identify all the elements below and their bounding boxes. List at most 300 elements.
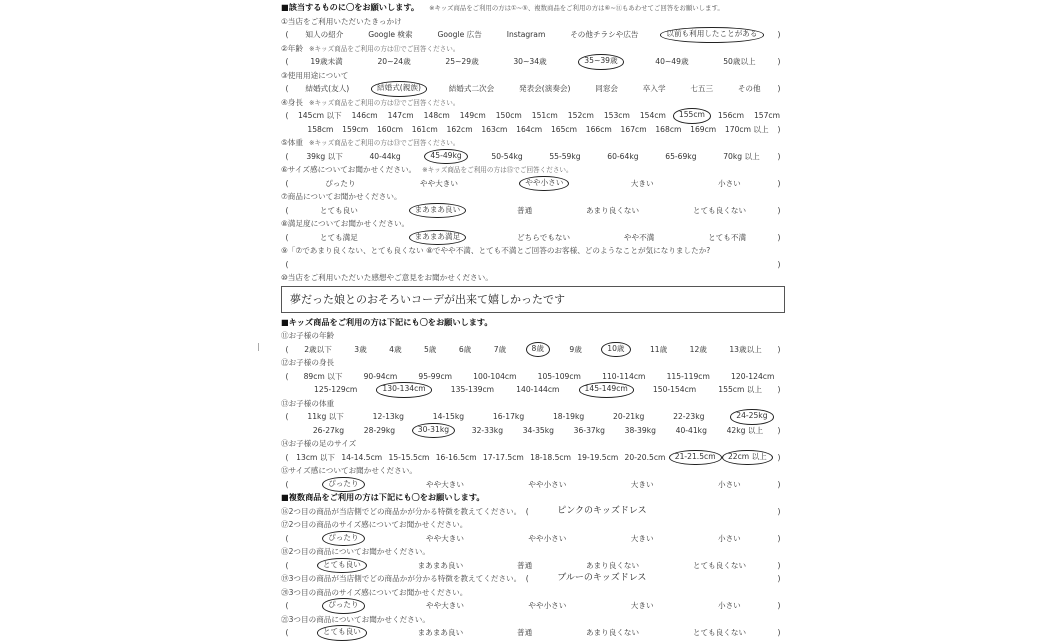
option[interactable]: 40-44kg — [369, 151, 401, 161]
option[interactable]: 149cm — [459, 111, 486, 120]
option-selected[interactable]: 21-21.5cm — [669, 450, 722, 466]
option[interactable]: 結婚式二次会 — [448, 84, 495, 93]
section-header: ■該当するものに〇をお願いします。 ※キッズ商品をご利用の方は①~⑤、複数商品をご利用の方は⑥~⑪もあわせてご回答をお願いします。 — [281, 2, 724, 12]
option-group — [293, 478, 773, 492]
question-text: ⑨「⑦であまり良くない、とても良くない ⑧でやや不満、とても不満とご回答のお客様、どのようなことが気になりましたか? — [281, 246, 711, 255]
option[interactable]: 普通 — [516, 205, 533, 215]
option-selected[interactable]: まあまあ良い — [409, 203, 467, 219]
option[interactable]: とても不満 — [708, 232, 747, 242]
option-group — [293, 109, 785, 123]
option-row — [281, 109, 785, 123]
close-paren: ) — [777, 506, 781, 516]
option[interactable]: 4歳 — [389, 344, 402, 354]
option-selected[interactable]: 145-149cm — [579, 382, 634, 398]
option[interactable]: 165cm — [550, 124, 578, 134]
question-text: ⑤体重 — [281, 138, 303, 147]
option[interactable]: あまり良くない — [585, 560, 640, 570]
multi-section-header: ■複数商品をご利用の方は下記にも〇をお願いします。 — [281, 492, 485, 502]
option[interactable]: 159cm — [342, 124, 369, 134]
option[interactable]: 13歳以上 — [729, 344, 762, 354]
open-paren: ( — [285, 628, 289, 637]
option-row — [281, 55, 785, 69]
question-label — [281, 136, 785, 150]
option-selected[interactable]: 結婚式(親族) — [371, 81, 427, 97]
option[interactable]: 3歳 — [354, 344, 367, 354]
option[interactable]: 60-64kg — [607, 151, 639, 161]
option[interactable]: 155cm 以上 — [718, 385, 762, 394]
option[interactable]: 結婚式(友人) — [305, 84, 350, 93]
option[interactable]: 5歳 — [423, 344, 437, 354]
option-selected[interactable]: ぴったり — [322, 598, 364, 614]
option-group — [293, 383, 773, 397]
open-paren: ( — [285, 232, 289, 242]
option[interactable]: 17-17.5cm — [482, 452, 524, 462]
question — [281, 244, 785, 271]
option-row — [281, 599, 785, 613]
option[interactable]: あまり良くない — [585, 628, 640, 637]
open-paren: ( — [285, 205, 289, 215]
option[interactable]: 105-109cm — [537, 371, 581, 381]
question — [281, 136, 785, 163]
open-paren: ( — [285, 452, 289, 462]
question-line — [281, 505, 785, 519]
option[interactable]: 148cm — [423, 111, 450, 120]
option[interactable]: 25~29歳 — [445, 57, 479, 66]
option-row — [281, 82, 785, 96]
comment-box[interactable]: 夢だった娘とのおそろいコーデが出来て嬉しかったです — [281, 286, 785, 313]
option-group — [293, 532, 773, 546]
option[interactable]: 89cm 以下 — [303, 371, 343, 381]
option[interactable]: 151cm — [531, 111, 558, 120]
option-group — [293, 28, 773, 42]
option-group — [293, 55, 773, 69]
question-label — [281, 586, 785, 600]
option-row — [281, 258, 785, 272]
option-group — [293, 451, 773, 465]
option[interactable]: ぴったり — [325, 178, 356, 188]
open-paren: ( — [285, 479, 289, 489]
option[interactable]: 13cm 以下 — [296, 452, 335, 462]
option[interactable]: 162cm — [446, 124, 473, 134]
option[interactable]: 22-23kg — [673, 412, 705, 421]
option-selected[interactable]: ぴったり — [322, 531, 364, 547]
option[interactable]: 七五三 — [690, 84, 714, 93]
option[interactable]: 19歳未満 — [310, 57, 343, 66]
option[interactable]: 14-15kg — [432, 412, 465, 421]
option[interactable]: とても良い — [319, 205, 358, 215]
option[interactable]: 95-99cm — [418, 371, 453, 381]
option[interactable]: 156cm — [717, 111, 744, 120]
question-label — [281, 356, 785, 370]
option-selected[interactable]: とても良い — [317, 625, 367, 641]
close-paren: ) — [777, 30, 781, 39]
option-row — [281, 343, 785, 357]
question-label — [281, 613, 785, 627]
option[interactable]: やや大きい — [426, 601, 464, 610]
option-row — [281, 626, 785, 640]
question-text: ㉑3つ目の商品についてお聞かせください。 — [281, 614, 430, 624]
option-selected[interactable]: 35~39歳 — [578, 54, 623, 70]
option[interactable]: やや小さい — [528, 479, 567, 489]
option[interactable]: 卒入学 — [642, 84, 666, 93]
option[interactable]: 発表会(演奏会) — [519, 84, 571, 93]
section-note: ※キッズ商品をご利用の方は①~⑤、複数商品をご利用の方は⑥~⑪もあわせてご回答をお願いします。 — [429, 4, 724, 12]
question-label — [281, 397, 785, 411]
question-text: ⑱2つ目の商品についてお聞かせください。 — [281, 547, 430, 556]
option[interactable]: Google 検索 — [368, 30, 413, 39]
question-text: ⑮サイズ感についてお聞かせください。 — [281, 466, 417, 475]
option-selected[interactable]: とても良い — [317, 558, 367, 574]
question-note: ※キッズ商品をご利用の方は⑫でご回答ください。 — [309, 98, 460, 107]
close-paren: ) — [777, 84, 781, 93]
option[interactable]: 135-139cm — [450, 385, 495, 394]
option[interactable]: 120-124cm — [731, 371, 775, 381]
option[interactable]: 11kg 以下 — [307, 412, 344, 421]
question-label — [281, 437, 785, 451]
open-paren: ( — [525, 574, 529, 583]
option[interactable]: 140-144cm — [516, 385, 560, 394]
option[interactable]: 168cm — [655, 124, 682, 134]
option-row — [281, 123, 785, 137]
option[interactable]: 150-154cm — [652, 385, 697, 394]
question-label: ⑲3つ目の商品が当店側でどの商品かが分かる特徴を教えてください。 — [281, 574, 522, 583]
option[interactable]: 164cm — [516, 124, 543, 134]
option[interactable]: 40-41kg — [675, 425, 707, 435]
close-paren: ) — [777, 205, 781, 215]
option-selected[interactable]: 130-134cm — [376, 382, 431, 398]
option[interactable]: 2歳以下 — [304, 344, 332, 354]
close-paren: ) — [777, 57, 781, 66]
option-selected[interactable]: 10歳 — [601, 342, 630, 358]
option[interactable]: 55-59kg — [549, 151, 581, 161]
option[interactable]: 160cm — [376, 124, 404, 134]
option[interactable]: あまり良くない — [585, 205, 640, 215]
option[interactable]: 20-21kg — [613, 412, 645, 421]
option-selected[interactable]: 24-25kg — [730, 409, 773, 425]
question-text: ⑩当店をご利用いただいた感想やご意見をお聞かせください。 — [281, 273, 493, 282]
open-paren: ( — [285, 57, 289, 66]
open-paren: ( — [285, 601, 289, 610]
option[interactable]: 30~34歳 — [513, 57, 547, 66]
option-selected[interactable]: 8歳 — [526, 342, 550, 358]
option[interactable]: 15-15.5cm — [388, 452, 430, 462]
option-group — [293, 559, 773, 573]
option[interactable]: 小さい — [717, 601, 741, 610]
option-row — [281, 559, 785, 573]
option[interactable]: やや大きい — [426, 533, 464, 543]
question-label — [281, 464, 785, 478]
option[interactable]: その他チラシや広告 — [570, 30, 639, 39]
kids-section-header: ■キッズ商品をご利用の方は下記にも〇をお願いします。 — [281, 316, 493, 327]
option[interactable]: 小さい — [717, 533, 741, 543]
option-group — [293, 150, 773, 164]
question-label — [281, 329, 785, 343]
option[interactable]: 146cm — [351, 111, 378, 120]
question-note: ※キッズ商品をご利用の方は⑬でご回答ください。 — [309, 139, 460, 147]
option[interactable]: 163cm — [481, 124, 508, 134]
option[interactable]: 11歳 — [649, 344, 668, 354]
question — [281, 518, 785, 545]
option-group — [293, 599, 773, 613]
question-label — [281, 244, 785, 258]
option[interactable]: 知人の紹介 — [305, 30, 344, 39]
option-group — [293, 82, 773, 96]
option-group — [293, 231, 773, 245]
option[interactable]: やや大きい — [426, 479, 464, 489]
option[interactable]: まあまあ良い — [417, 560, 464, 570]
open-paren: ( — [285, 344, 289, 354]
question — [281, 217, 785, 244]
option-selected[interactable]: 22cm 以上 — [722, 450, 773, 466]
close-paren: ) — [777, 124, 781, 134]
option[interactable]: 普通 — [516, 560, 533, 570]
question-label — [281, 271, 785, 285]
option[interactable]: 同窓会 — [595, 84, 619, 93]
question-label — [281, 163, 785, 177]
question-text: ⑥サイズ感についてお聞かせください。 — [281, 165, 417, 174]
question-text: ⑫お子様の身長 — [281, 358, 335, 367]
question-label: ⑯2つ目の商品が当店側でどの商品かが分かる特徴を教えてください。 — [281, 506, 522, 516]
open-paren: ( — [285, 30, 289, 39]
option-group — [293, 204, 773, 218]
option[interactable]: やや小さい — [528, 533, 567, 543]
option[interactable]: 大きい — [630, 178, 654, 188]
option[interactable]: 50-54kg — [491, 151, 523, 161]
option[interactable]: 14-14.5cm — [341, 452, 383, 462]
question-note: ※キッズ商品をご利用の方は⑪でご回答ください。 — [309, 44, 460, 53]
option[interactable]: 12-13kg — [372, 412, 404, 421]
option[interactable]: とても良くない — [692, 205, 747, 215]
close-paren: ) — [777, 452, 781, 462]
question — [281, 464, 785, 491]
option[interactable]: 7歳 — [493, 344, 507, 354]
question — [281, 545, 785, 572]
option[interactable]: 18-18.5cm — [530, 452, 572, 462]
question-line — [281, 572, 785, 586]
option[interactable]: 19-19.5cm — [577, 452, 619, 462]
question-text: ④身長 — [281, 97, 303, 107]
question-label — [281, 518, 785, 532]
question-label — [281, 69, 785, 83]
option-row — [281, 451, 785, 465]
option[interactable]: 100-104cm — [473, 371, 517, 381]
option[interactable]: 小さい — [717, 178, 741, 188]
option[interactable]: 158cm — [307, 124, 334, 134]
question — [281, 15, 785, 42]
option-row — [281, 231, 785, 245]
option-row — [281, 370, 785, 384]
option[interactable]: 115-119cm — [666, 371, 710, 381]
option[interactable]: 154cm — [639, 111, 666, 120]
option[interactable]: とても良くない — [692, 628, 747, 637]
question-text: ⑭お子様の足のサイズ — [281, 439, 357, 448]
option[interactable]: 70kg 以上 — [723, 151, 760, 161]
question-text: ⑦商品についてお聞かせください。 — [281, 192, 402, 201]
option[interactable]: 9歳 — [569, 344, 582, 354]
option[interactable]: 153cm — [603, 111, 630, 120]
option[interactable]: やや大きい — [420, 178, 458, 188]
option[interactable]: 26-27kg — [312, 425, 345, 435]
option-group — [293, 123, 773, 137]
option-row — [281, 383, 785, 397]
option[interactable]: 12歳 — [689, 344, 707, 354]
option[interactable]: 16-16.5cm — [435, 452, 477, 462]
option[interactable]: 169cm — [690, 124, 717, 134]
option[interactable]: 150cm — [495, 111, 522, 120]
question — [281, 613, 785, 640]
option-row — [281, 424, 785, 438]
option[interactable]: 166cm — [585, 124, 612, 134]
option-row — [281, 28, 785, 42]
option[interactable]: 16-17kg — [492, 412, 525, 421]
open-paren: ( — [285, 84, 289, 93]
option[interactable]: 28-29kg — [363, 425, 396, 435]
option-selected[interactable]: 以前も利用したことがある — [660, 27, 763, 43]
option[interactable]: 20~24歳 — [377, 57, 411, 66]
option-selected[interactable]: 155cm — [673, 108, 711, 124]
close-paren: ) — [777, 628, 781, 637]
option-selected[interactable]: 45-49kg — [424, 149, 467, 165]
question — [281, 397, 785, 438]
open-paren: ( — [285, 533, 289, 543]
question — [281, 329, 785, 356]
option[interactable]: 152cm — [567, 111, 594, 120]
option-group — [293, 177, 773, 191]
option-selected[interactable]: まあまあ満足 — [409, 230, 467, 246]
option[interactable]: 110-114cm — [602, 371, 646, 381]
question-label — [281, 545, 785, 559]
option-row — [281, 410, 785, 424]
open-paren: ( — [285, 371, 289, 381]
option[interactable]: 157cm — [753, 111, 781, 120]
question-text: ③使用用途について — [281, 70, 349, 80]
option[interactable]: 36-37kg — [573, 425, 605, 435]
option[interactable]: 161cm — [411, 124, 438, 134]
option[interactable]: 20-20.5cm — [624, 452, 666, 462]
option[interactable]: 32-33kg — [471, 425, 504, 435]
question — [281, 356, 785, 397]
close-paren: ) — [777, 178, 781, 188]
close-paren: ) — [777, 533, 781, 543]
open-paren: ( — [285, 111, 289, 120]
option[interactable]: 大きい — [630, 601, 654, 610]
option[interactable]: 42kg 以上 — [726, 425, 764, 435]
option-row — [281, 150, 785, 164]
option-selected[interactable]: ぴったり — [322, 477, 364, 493]
question-text: ⑰2つ目の商品のサイズ感についてお聞かせください。 — [281, 520, 468, 529]
question — [281, 505, 785, 519]
close-paren: ) — [777, 151, 781, 161]
question-label — [281, 190, 785, 204]
option[interactable]: 大きい — [630, 479, 654, 489]
option-selected[interactable]: やや小さい — [519, 176, 569, 192]
open-paren: ( — [525, 506, 529, 516]
question — [281, 586, 785, 613]
close-paren: ) — [777, 574, 781, 583]
close-paren: ) — [777, 259, 781, 269]
option-group — [293, 626, 773, 640]
question-text: ①当店をご利用いただいたきっかけ — [281, 16, 402, 26]
option[interactable]: どちらでもない — [517, 232, 571, 242]
question — [281, 437, 785, 464]
option[interactable]: 38-39kg — [624, 425, 656, 435]
close-paren: ) — [777, 232, 781, 242]
option-group — [293, 424, 773, 438]
scan-mark — [258, 343, 259, 351]
question-text: ⑧満足度についてお聞かせください。 — [281, 219, 410, 228]
open-paren: ( — [285, 151, 289, 161]
option[interactable]: まあまあ良い — [417, 628, 464, 637]
option-row — [281, 478, 785, 492]
open-paren: ( — [285, 259, 289, 269]
option[interactable]: 40~49歳 — [655, 57, 689, 66]
question — [281, 163, 785, 190]
option[interactable]: 小さい — [717, 479, 741, 489]
option[interactable]: 18-19kg — [552, 412, 585, 421]
question-label — [281, 96, 785, 110]
option[interactable]: 170cm 以上 — [724, 124, 769, 134]
option[interactable]: やや小さい — [528, 601, 567, 610]
open-paren: ( — [285, 178, 289, 188]
option[interactable]: 39kg 以下 — [306, 151, 343, 161]
question — [281, 96, 785, 137]
option[interactable]: とても満足 — [319, 232, 358, 242]
question — [281, 69, 785, 96]
open-paren: ( — [285, 412, 289, 421]
option[interactable]: 普通 — [516, 628, 533, 637]
close-paren: ) — [777, 344, 781, 354]
survey-form — [281, 1, 785, 640]
question-text: ⑪お子様の年齢 — [281, 331, 335, 340]
question-label — [281, 42, 785, 56]
question-label — [281, 15, 785, 29]
option[interactable]: Google 広告 — [437, 30, 482, 39]
close-paren: ) — [777, 479, 781, 489]
close-paren: ) — [777, 425, 781, 435]
option[interactable]: やや不満 — [623, 232, 655, 242]
option[interactable]: 大きい — [630, 533, 654, 543]
option[interactable]: 50歳以上 — [723, 57, 756, 66]
option[interactable]: 90-94cm — [363, 371, 398, 381]
question-note: ※キッズ商品をご利用の方は⑮でご回答ください。 — [422, 166, 573, 174]
option[interactable]: 125-129cm — [314, 385, 358, 394]
handwritten-answer[interactable]: ピンクのキッズドレス — [557, 505, 647, 516]
option-selected[interactable]: 30-31kg — [412, 423, 455, 439]
option[interactable]: 167cm — [620, 124, 647, 134]
option-row — [281, 177, 785, 191]
option-group — [293, 343, 773, 357]
question — [281, 42, 785, 69]
handwritten-answer[interactable]: ブルーのキッズドレス — [557, 573, 647, 583]
option[interactable]: とても良くない — [692, 560, 747, 570]
option[interactable]: その他 — [737, 84, 761, 93]
option[interactable]: 145cm 以下 — [297, 111, 342, 120]
question-text: ⑬お子様の体重 — [281, 398, 335, 408]
question — [281, 572, 785, 586]
option-row — [281, 532, 785, 546]
option[interactable]: 34-35kg — [522, 425, 554, 435]
open-paren: ( — [285, 560, 289, 570]
close-paren: ) — [777, 560, 781, 570]
option-row — [281, 204, 785, 218]
question-text: ②年齢 — [281, 43, 303, 53]
option-group — [293, 370, 785, 384]
question-text: ⑳3つ目の商品のサイズ感についてお聞かせください。 — [281, 587, 468, 597]
option[interactable]: Instagram — [506, 30, 546, 39]
option[interactable]: 65-69kg — [665, 151, 697, 161]
option[interactable]: 6歳 — [458, 344, 472, 354]
option[interactable]: 147cm — [387, 111, 414, 120]
